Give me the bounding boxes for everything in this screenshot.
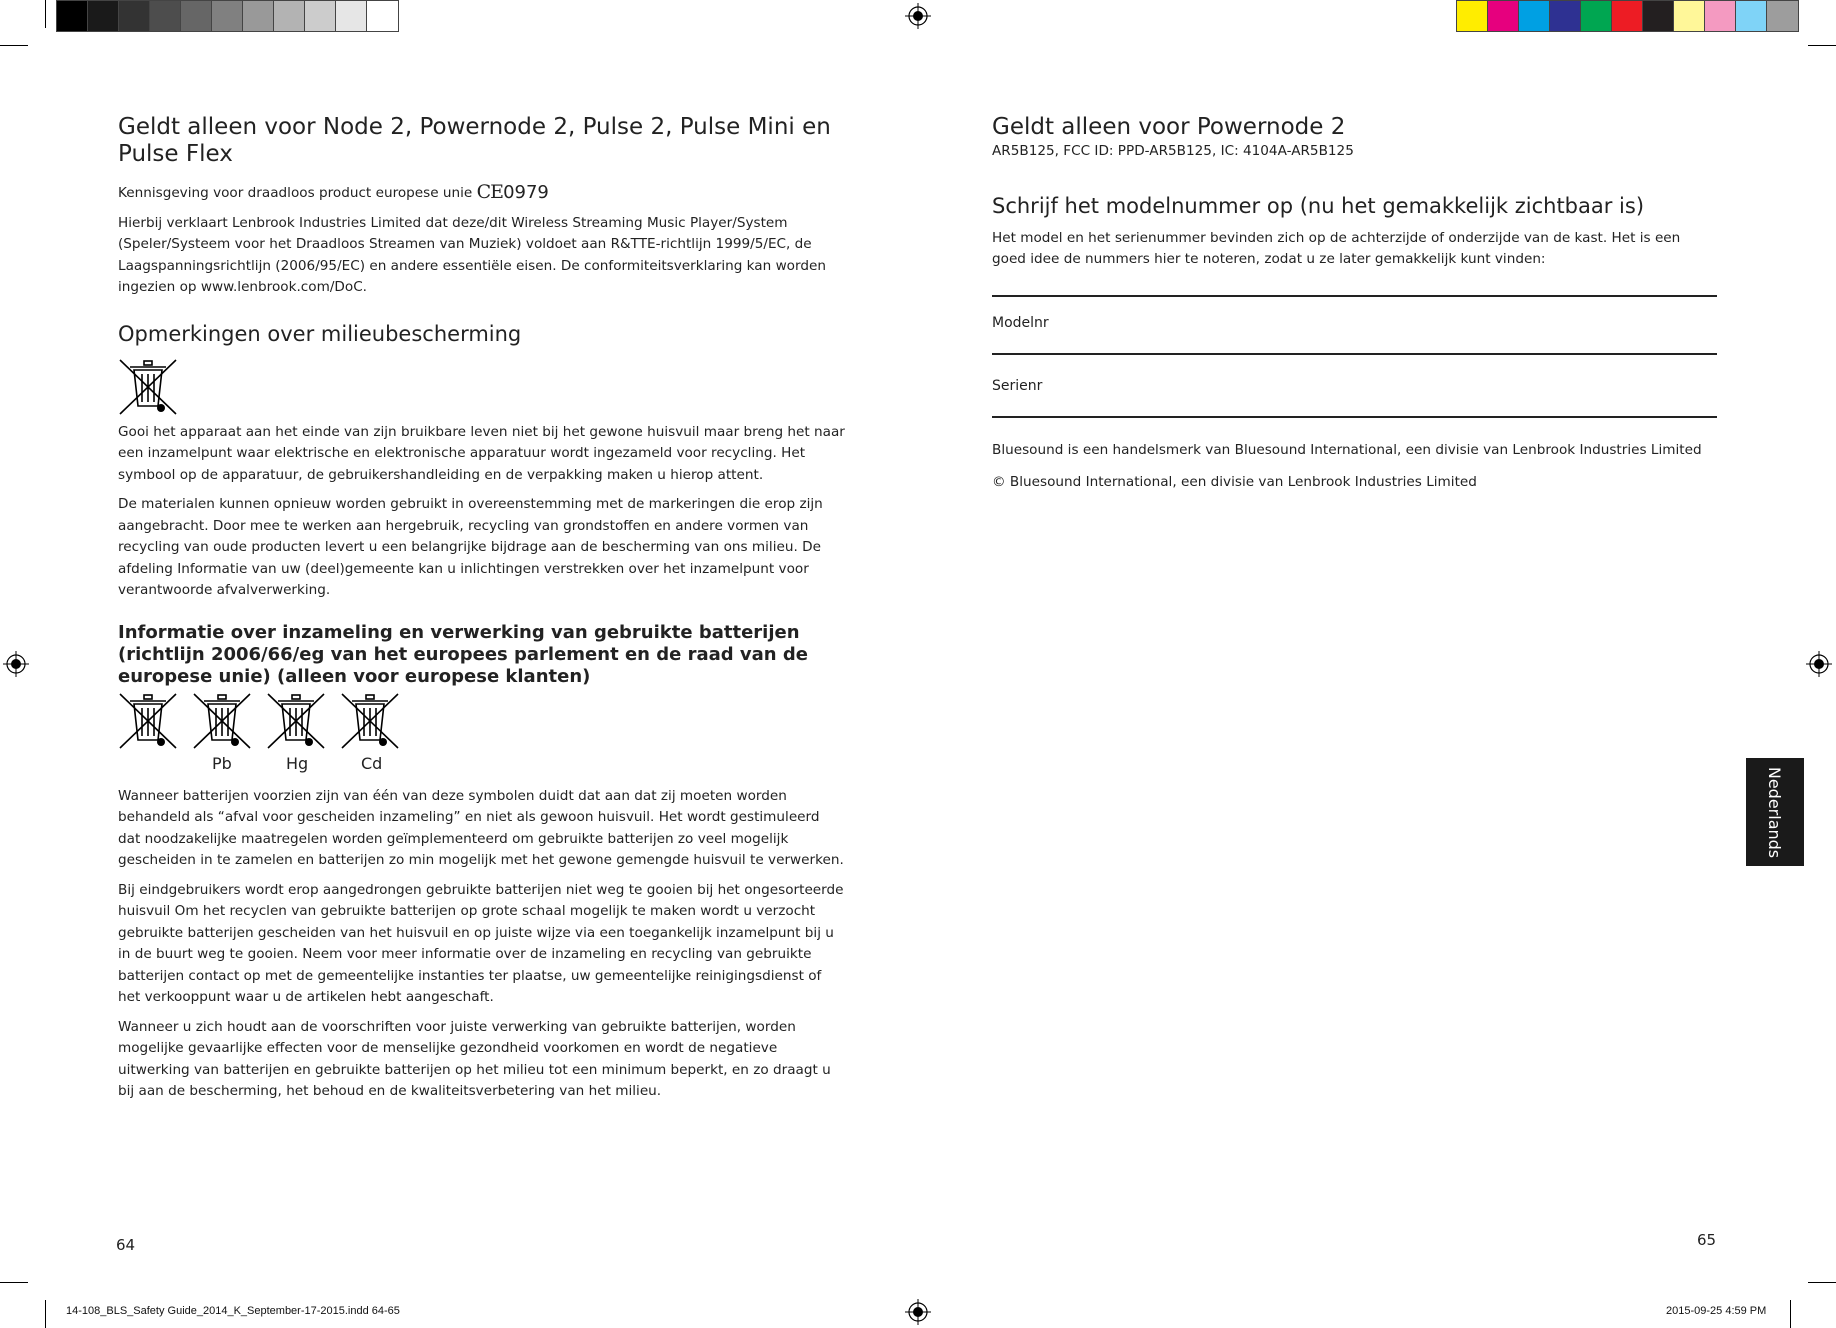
process-swatch bbox=[1550, 1, 1581, 31]
batteries-paragraph-1: Wanneer batterijen voorzien zijn van één van deze symbolen duidt dat aan dat zij moeten worden behandeld als “afval voor gescheiden inzameling” en niet als gewoon huisvuil. Het wordt gestimuleerd dat noodzakelijke maatregelen worden geïmplementeerd om gebruikte batterijen zo veel mogelijk gescheiden in te zamelen en batterijen zo min mogelijk met het gewone gemengde huisvuil te verwerken. bbox=[118, 787, 844, 868]
battery-label-pb: Pb bbox=[212, 753, 232, 773]
weee-bin-hg-icon bbox=[266, 690, 326, 750]
grayscale-swatch bbox=[119, 1, 150, 31]
serial-number-label: Serienr bbox=[992, 378, 1043, 394]
process-swatch bbox=[1674, 1, 1705, 31]
ce-mark: CE bbox=[476, 181, 504, 203]
legal-block bbox=[992, 440, 1732, 493]
model-rule-middle bbox=[992, 353, 1717, 355]
grayscale-swatch bbox=[88, 1, 119, 31]
grayscale-swatch bbox=[243, 1, 274, 31]
ce-number: 0979 bbox=[503, 182, 549, 203]
powernode-title: Geldt alleen voor Powernode 2 bbox=[992, 114, 1346, 140]
grayscale-swatch bbox=[367, 1, 398, 31]
grayscale-swatch bbox=[274, 1, 305, 31]
registration-mark-icon bbox=[905, 3, 931, 29]
process-swatch bbox=[1643, 1, 1674, 31]
process-swatch bbox=[1705, 1, 1736, 31]
node-section-title: Geldt alleen voor Node 2, Powernode 2, Pulse 2, Pulse Mini en Pulse Flex bbox=[118, 114, 831, 167]
process-swatch bbox=[1736, 1, 1767, 31]
language-tab bbox=[1746, 758, 1804, 866]
process-swatch bbox=[1457, 1, 1488, 31]
weee-bin-icon bbox=[118, 356, 178, 416]
grayscale-swatch bbox=[212, 1, 243, 31]
process-swatch bbox=[1581, 1, 1612, 31]
battery-label-cd: Cd bbox=[361, 753, 383, 773]
registration-mark-icon bbox=[1806, 651, 1832, 677]
grayscale-swatch bbox=[181, 1, 212, 31]
weee-bin-cd-icon bbox=[340, 690, 400, 750]
trademark-line: Bluesound is een handelsmerk van Bluesound International, een divisie van Lenbrook Industries Limited bbox=[992, 442, 1702, 458]
slug-timestamp: 2015-09-25 4:59 PM bbox=[1666, 1305, 1767, 1317]
environment-paragraph-1: Gooi het apparaat aan het einde van zijn bruikbare leven niet bij het gewone huisvuil maar breng het naar een inzamelpunt waar elektrische en elektronische apparatuur wordt ingezameld voor recycling. Het symbool op de apparatuur, de gebruikershandleiding en de verpakking maken u hierop attent. bbox=[118, 423, 845, 483]
slug-filename: 14-108_BLS_Safety Guide_2014_K_September-17-2015.indd 64-65 bbox=[66, 1305, 400, 1317]
grayscale-swatch bbox=[336, 1, 367, 31]
page-number-left: 64 bbox=[116, 1236, 136, 1254]
copyright-line: © Bluesound International, een divisie van Lenbrook Industries Limited bbox=[992, 473, 1477, 490]
process-swatch bbox=[1767, 1, 1798, 31]
battery-label-hg: Hg bbox=[286, 753, 309, 773]
model-intro: Het model en het serienummer bevinden zich op de achterzijde of onderzijde van de kast. Het is een goed idee de nummers hier te noteren, zodat u ze later gemakkelijk kunt vinden: bbox=[992, 229, 1681, 267]
powernode-ids: AR5B125, FCC ID: PPD-AR5B125, IC: 4104A-AR5B125 bbox=[992, 143, 1354, 159]
page-number-right: 65 bbox=[1697, 1231, 1717, 1249]
environment-title: Opmerkingen over milieubescherming bbox=[118, 321, 522, 346]
process-swatch bbox=[1488, 1, 1519, 31]
registration-mark-icon bbox=[905, 1299, 931, 1325]
weee-bin-pb-icon bbox=[192, 690, 252, 750]
grayscale-color-bar bbox=[56, 0, 399, 32]
process-swatch bbox=[1612, 1, 1643, 31]
process-color-bar bbox=[1456, 0, 1799, 32]
environment-paragraph-2: De materialen kunnen opnieuw worden gebruikt in overeenstemming met de markeringen die erop zijn aangebracht. Door mee te werken aan hergebruik, recycling van grondstoffen en andere vormen van recycling van oude producten levert u een belangrijke bijdrage aan de bescherming van ons milieu. De afdeling Informatie van uw (deel)gemeente kan u inlichtingen verstrekken over het inzamelpunt voor verantwoorde afvalverwerking. bbox=[118, 496, 823, 598]
declaration-paragraph: Hierbij verklaart Lenbrook Industries Limited dat deze/dit Wireless Streaming Music Player/System (Speler/Systeem voor het Draadloos Streamen van Muziek) voldoet aan R&TTE-richtlijn 1999/5/EC, de Laagspanningsrichtlijn (2006/95/EC) en andere essentiële eisen. De conformiteitsverklaring kan worden ingezien op www.lenbrook.com/DoC. bbox=[118, 214, 826, 295]
process-swatch bbox=[1519, 1, 1550, 31]
model-rule-top bbox=[992, 295, 1717, 297]
grayscale-swatch bbox=[57, 1, 88, 31]
registration-mark-icon bbox=[3, 651, 29, 677]
eu-notice: Kennisgeving voor draadloos product europese unie CE0979 bbox=[118, 181, 549, 203]
model-section-title: Schrijf het modelnummer op (nu het gemakkelijk zichtbaar is) bbox=[992, 193, 1645, 218]
batteries-title: Informatie over inzameling en verwerking van gebruikte batterijen (richtlijn 2006/66/eg van het europees parlement en de raad van de europese unie) (alleen voor europese klanten) bbox=[118, 621, 808, 687]
grayscale-swatch bbox=[305, 1, 336, 31]
model-number-label: Modelnr bbox=[992, 315, 1049, 331]
language-tab-label: Nederlands bbox=[1765, 766, 1785, 858]
batteries-paragraph-2: Bij eindgebruikers wordt erop aangedrongen gebruikte batterijen niet weg te gooien bij het ongesorteerde huisvuil Om het recyclen van gebruikte batterijen op grote schaal mogelijk te maken wordt u verzocht gebruikte batterijen gescheiden van het huisvuil en op juiste wijze via een toegankelijk inzamelpunt bij u in de buurt weg te gooien. Neem voor meer informatie over de inzameling en recycling van gebruikte batterijen contact op met de gemeentelijke instanties ter plaatse, uw gemeentelijke reinigingsdienst of het verkooppunt waar u de artikelen hebt aangeschaft. bbox=[118, 881, 844, 1005]
right-page bbox=[992, 114, 1717, 271]
grayscale-swatch bbox=[150, 1, 181, 31]
battery-symbols bbox=[118, 690, 845, 780]
model-rule-bottom bbox=[992, 416, 1717, 418]
left-page bbox=[118, 114, 845, 1103]
weee-bin-icon bbox=[118, 690, 178, 750]
batteries-paragraph-3: Wanneer u zich houdt aan de voorschriften voor juiste verwerking van gebruikte batterijen, worden mogelijke gevaarlijke effecten voor de menselijke gezondheid voorkomen en wordt de negatieve uitwerking van batterijen en gebruikte batterijen op het milieu tot een minimum beperkt, en zo draagt u bij aan de bescherming, het behoud en de kwaliteitsverbetering van het milieu. bbox=[118, 1018, 831, 1099]
